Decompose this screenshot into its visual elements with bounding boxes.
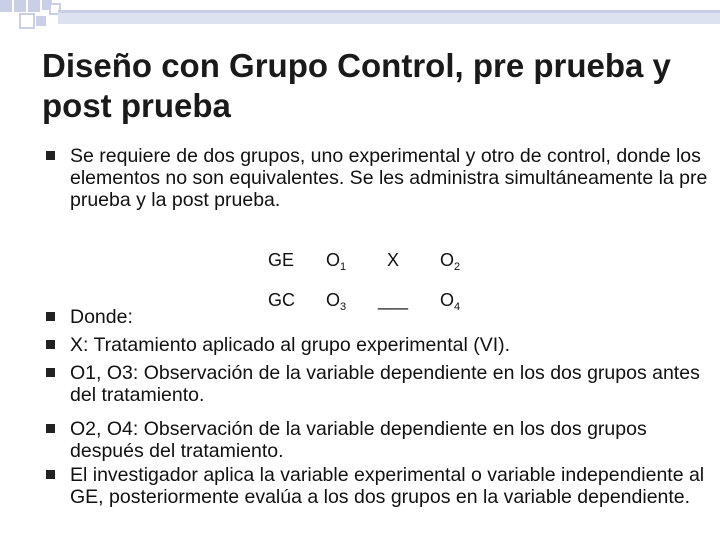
intro-text: Se requiere de dos grupos, uno experimental y otro de control, donde los elementos no son equivalentes. Se les administra simultáneamente la pre prueba y la post prueba. (70, 145, 708, 211)
decor-squares-icon (0, 0, 720, 40)
group-gc: GC (268, 290, 295, 310)
page-title: Diseño con Grupo Control, pre prueba y post prueba (42, 47, 671, 124)
design-notation (250, 244, 490, 314)
post-test-o4: $O_4$ (440, 290, 461, 313)
corner-decoration (0, 0, 720, 40)
treatment-x: X (387, 250, 400, 270)
post-test-o2: $O_2$ (440, 250, 461, 273)
square-bullet-icon (46, 340, 55, 349)
square-bullet-icon (46, 312, 55, 321)
bullet-text: Donde: (70, 306, 133, 328)
pre-test-o3: $O_3$ (326, 290, 347, 313)
bullet-text: El investigador aplica la variable experimental o variable independiente al GE, posteriormente evalúa a los dos grupos en la variable dependiente. (70, 464, 705, 508)
pre-test-o1: $O_1$ (326, 250, 347, 273)
square-bullet-icon (46, 368, 55, 377)
square-bullet-icon (46, 424, 55, 433)
square-bullet-icon (46, 470, 55, 479)
square-bullet-icon (46, 151, 55, 160)
bullet-text: O2, O4: Observación de la variable dependiente en los dos grupos después del tratamiento. (70, 418, 647, 462)
group-ge: GE (268, 250, 295, 270)
no-treatment-line: ___ (378, 290, 409, 310)
bullet-text: X: Tratamiento aplicado al grupo experimental (VI). (70, 334, 511, 356)
bullet-text: O1, O3: Observación de la variable dependiente en los dos grupos antes del tratamiento. (70, 362, 700, 406)
